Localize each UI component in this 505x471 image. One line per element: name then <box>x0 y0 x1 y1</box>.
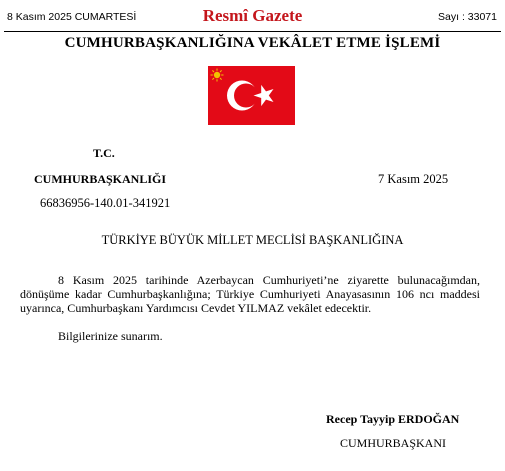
issuing-office: CUMHURBAŞKANLIĞI <box>34 172 167 186</box>
body-paragraph: 8 Kasım 2025 tarihinde Azerbaycan Cumhuriyeti’ne ziyarette bulunacağımdan, dönüşüme kadar Cumhurbaşkanlığına; Türkiye Cumhuriyeti Anayasasının 106 ncı maddesi uyarınca, Cumhurbaşkanı Yardımcısı Cevdet YILMAZ vekâlet edecektir. <box>20 273 480 315</box>
document-title: CUMHURBAŞKANLIĞINA VEKÂLET ETME İŞLEMİ <box>64 35 441 51</box>
header-divider <box>4 31 501 32</box>
closing-line: Bilgilerinize sunarım. <box>58 329 163 343</box>
reference-number: 66836956-140.01-341921 <box>40 196 171 210</box>
turkish-flag-icon <box>208 66 295 125</box>
document-date: 7 Kasım 2025 <box>378 172 449 186</box>
signer-title: CUMHURBAŞKANI <box>340 436 447 450</box>
issue-number: Sayı : 33071 <box>438 11 497 23</box>
tc-label: T.C. <box>93 146 115 160</box>
header-date: 8 Kasım 2025 CUMARTESİ <box>7 11 137 23</box>
sun-emblem-icon <box>210 68 224 82</box>
signer-name: Recep Tayyip ERDOĞAN <box>326 412 460 426</box>
addressee: TÜRKİYE BÜYÜK MİLLET MECLİSİ BAŞKANLIĞINA <box>101 233 404 247</box>
gazette-name: Resmî Gazete <box>202 6 303 25</box>
